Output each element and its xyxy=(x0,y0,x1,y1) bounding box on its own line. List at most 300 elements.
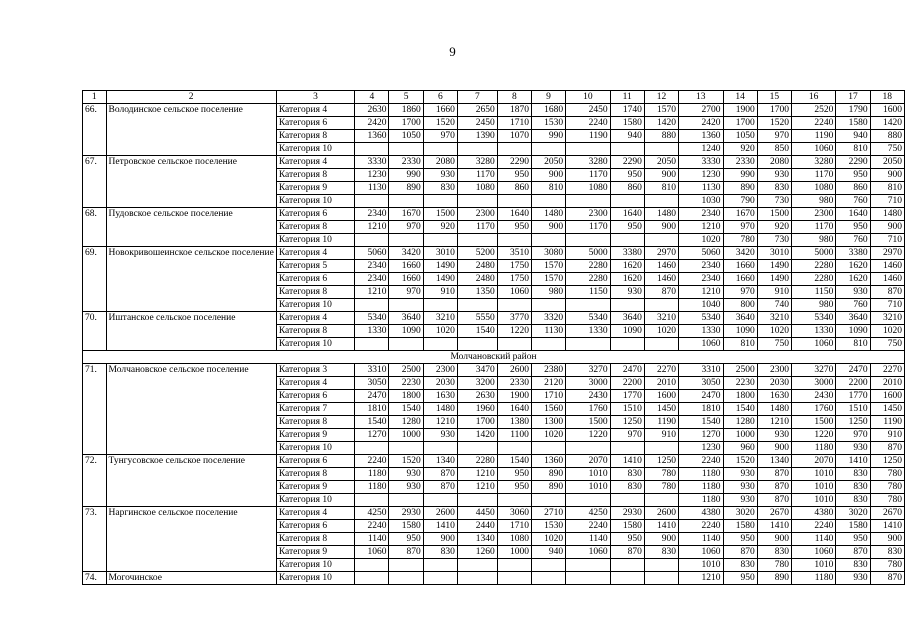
rate-cell: 3270 xyxy=(566,364,610,377)
rate-cell: 1150 xyxy=(566,286,610,299)
rate-cell: 830 xyxy=(723,559,757,572)
column-number-cell: 10 xyxy=(566,91,610,104)
rate-cell xyxy=(423,494,457,507)
rate-cell xyxy=(644,442,678,455)
rate-cell: 1580 xyxy=(610,117,644,130)
rate-cell: 2480 xyxy=(457,260,497,273)
rate-cell: 1700 xyxy=(723,117,757,130)
rate-cell: 1240 xyxy=(679,143,723,156)
rate-cell xyxy=(497,494,531,507)
rate-cell: 1540 xyxy=(355,416,389,429)
rate-cell: 1410 xyxy=(870,520,904,533)
category-label: Категория 8 xyxy=(276,286,354,299)
rate-cell: 3210 xyxy=(423,312,457,325)
rate-cell: 3050 xyxy=(355,377,389,390)
rate-cell xyxy=(423,338,457,351)
rate-cell: 860 xyxy=(497,182,531,195)
rate-cell xyxy=(566,559,610,572)
rate-cell: 1620 xyxy=(836,260,870,273)
rate-cell xyxy=(644,559,678,572)
settlement-name: Тунгусовское сельское поселение xyxy=(106,455,276,507)
rate-cell: 2450 xyxy=(457,117,497,130)
column-number-cell: 6 xyxy=(423,91,457,104)
rate-cell: 830 xyxy=(836,468,870,481)
rate-cell: 760 xyxy=(836,195,870,208)
rate-cell: 1810 xyxy=(679,403,723,416)
rate-cell: 3210 xyxy=(644,312,678,325)
rate-cell: 1490 xyxy=(757,260,791,273)
rate-cell: 900 xyxy=(870,533,904,546)
category-label: Категория 8 xyxy=(276,130,354,143)
rate-cell: 930 xyxy=(836,442,870,455)
rate-cell: 930 xyxy=(723,481,757,494)
rate-cell: 1180 xyxy=(679,494,723,507)
settlement-name: Наргинское сельское поселение xyxy=(106,507,276,572)
rate-cell: 1630 xyxy=(757,390,791,403)
rate-cell: 870 xyxy=(757,481,791,494)
rate-cell xyxy=(566,572,610,585)
rate-cell: 2970 xyxy=(870,247,904,260)
rate-cell: 1170 xyxy=(457,169,497,182)
rate-cell: 1900 xyxy=(497,390,531,403)
rate-cell: 1010 xyxy=(791,494,835,507)
rate-cell: 1700 xyxy=(757,104,791,117)
rate-cell: 1480 xyxy=(870,208,904,221)
rate-cell: 1680 xyxy=(531,104,565,117)
rate-cell: 2630 xyxy=(355,104,389,117)
rate-cell: 1870 xyxy=(497,104,531,117)
rate-cell: 3470 xyxy=(457,364,497,377)
rate-cell: 1140 xyxy=(791,533,835,546)
rate-cell: 1660 xyxy=(389,260,423,273)
rate-cell: 2080 xyxy=(757,156,791,169)
rate-cell: 900 xyxy=(870,169,904,182)
rate-cell: 2240 xyxy=(566,520,610,533)
rate-cell: 900 xyxy=(870,221,904,234)
rate-cell: 1480 xyxy=(531,208,565,221)
rate-cell: 3640 xyxy=(610,312,644,325)
rate-cell: 1210 xyxy=(355,286,389,299)
rate-cell xyxy=(531,559,565,572)
rate-cell xyxy=(531,143,565,156)
rate-cell xyxy=(389,143,423,156)
rate-cell: 2200 xyxy=(836,377,870,390)
rate-cell: 2340 xyxy=(679,208,723,221)
rate-cell: 3020 xyxy=(836,507,870,520)
rate-cell xyxy=(457,234,497,247)
category-label: Категория 10 xyxy=(276,299,354,312)
rate-cell: 950 xyxy=(497,169,531,182)
rate-cell: 1140 xyxy=(679,533,723,546)
rate-cell: 2930 xyxy=(389,507,423,520)
rate-cell: 830 xyxy=(610,468,644,481)
rate-cell: 2300 xyxy=(757,364,791,377)
rate-cell: 960 xyxy=(723,442,757,455)
rate-cell: 970 xyxy=(757,130,791,143)
rate-cell: 1630 xyxy=(423,390,457,403)
rate-cell: 920 xyxy=(423,221,457,234)
rate-cell: 2290 xyxy=(497,156,531,169)
rate-cell: 810 xyxy=(723,338,757,351)
rate-cell: 2670 xyxy=(757,507,791,520)
rate-cell: 1360 xyxy=(531,455,565,468)
rate-cell: 1020 xyxy=(757,325,791,338)
rate-cell: 1030 xyxy=(679,195,723,208)
rate-cell: 3320 xyxy=(531,312,565,325)
rate-cell: 1020 xyxy=(679,234,723,247)
rate-cell: 1230 xyxy=(355,169,389,182)
page-number: 9 xyxy=(449,44,456,59)
rate-cell: 1410 xyxy=(644,520,678,533)
rate-cell: 1390 xyxy=(457,130,497,143)
column-number-cell: 1 xyxy=(83,91,107,104)
category-label: Категория 4 xyxy=(276,312,354,325)
rate-cell: 810 xyxy=(836,143,870,156)
rate-cell: 1540 xyxy=(457,325,497,338)
rate-cell: 730 xyxy=(757,234,791,247)
entry-number: 73. xyxy=(83,507,107,572)
rate-cell: 1140 xyxy=(566,533,610,546)
rate-cell: 2050 xyxy=(870,156,904,169)
rate-cell: 950 xyxy=(836,169,870,182)
rate-cell: 2630 xyxy=(457,390,497,403)
rate-cell: 980 xyxy=(791,299,835,312)
rate-cell: 990 xyxy=(389,169,423,182)
rate-cell: 4450 xyxy=(457,507,497,520)
rate-cell: 1000 xyxy=(389,429,423,442)
rate-cell: 3020 xyxy=(723,507,757,520)
rate-cell: 1100 xyxy=(497,429,531,442)
rate-cell: 1660 xyxy=(389,273,423,286)
rate-cell xyxy=(644,494,678,507)
rate-cell: 950 xyxy=(497,221,531,234)
rate-cell: 2700 xyxy=(679,104,723,117)
district-heading: Молчановский район xyxy=(83,351,905,364)
rate-cell: 1150 xyxy=(791,286,835,299)
settlement-name: Пудовское сельское поселение xyxy=(106,208,276,247)
rate-cell: 3000 xyxy=(566,377,610,390)
rate-cell: 5340 xyxy=(679,312,723,325)
rate-cell: 1580 xyxy=(610,520,644,533)
rate-cell: 930 xyxy=(757,429,791,442)
rate-cell: 1270 xyxy=(355,429,389,442)
rate-cell: 2070 xyxy=(791,455,835,468)
rate-cell: 1640 xyxy=(610,208,644,221)
rate-cell: 3010 xyxy=(757,247,791,260)
rate-cell: 1340 xyxy=(457,533,497,546)
category-label: Категория 6 xyxy=(276,455,354,468)
rate-cell: 1540 xyxy=(679,416,723,429)
rate-cell: 1710 xyxy=(497,117,531,130)
rate-cell: 2270 xyxy=(870,364,904,377)
rate-cell: 1010 xyxy=(791,468,835,481)
rate-cell: 930 xyxy=(389,481,423,494)
rate-cell: 780 xyxy=(870,494,904,507)
rate-cell: 2300 xyxy=(457,208,497,221)
rate-cell xyxy=(355,494,389,507)
category-label: Категория 8 xyxy=(276,468,354,481)
rate-cell: 1060 xyxy=(497,286,531,299)
rate-cell: 2080 xyxy=(423,156,457,169)
rate-cell: 3330 xyxy=(679,156,723,169)
rate-cell: 710 xyxy=(870,195,904,208)
rate-cell xyxy=(389,572,423,585)
rate-cell: 1670 xyxy=(723,208,757,221)
rate-cell: 1580 xyxy=(389,520,423,533)
rate-cell: 1600 xyxy=(870,104,904,117)
rate-cell: 2340 xyxy=(679,260,723,273)
rate-cell xyxy=(610,338,644,351)
rate-cell: 930 xyxy=(723,494,757,507)
rate-cell: 1340 xyxy=(423,455,457,468)
rate-cell xyxy=(610,299,644,312)
rate-cell: 2430 xyxy=(566,390,610,403)
rate-cell xyxy=(566,299,610,312)
rate-cell: 1530 xyxy=(531,117,565,130)
rate-cell: 910 xyxy=(423,286,457,299)
rate-cell: 830 xyxy=(423,546,457,559)
rate-cell: 830 xyxy=(870,546,904,559)
column-number-cell: 5 xyxy=(389,91,423,104)
rate-cell xyxy=(457,338,497,351)
rate-cell: 1090 xyxy=(723,325,757,338)
rate-cell: 1180 xyxy=(679,468,723,481)
category-label: Категория 9 xyxy=(276,546,354,559)
rate-cell: 1060 xyxy=(679,338,723,351)
column-number-cell: 13 xyxy=(679,91,723,104)
category-label: Категория 4 xyxy=(276,377,354,390)
rate-cell xyxy=(389,494,423,507)
entry-number: 68. xyxy=(83,208,107,247)
table-row xyxy=(83,455,905,468)
rate-cell: 910 xyxy=(644,429,678,442)
rate-cell: 1080 xyxy=(791,182,835,195)
rate-cell xyxy=(566,442,610,455)
rate-cell: 1020 xyxy=(644,325,678,338)
rate-cell xyxy=(355,299,389,312)
rate-cell: 1620 xyxy=(610,273,644,286)
rate-cell xyxy=(531,195,565,208)
rate-cell: 980 xyxy=(531,286,565,299)
rate-cell: 940 xyxy=(531,546,565,559)
rate-cell: 2470 xyxy=(836,364,870,377)
rate-cell xyxy=(497,572,531,585)
rate-cell: 1600 xyxy=(870,390,904,403)
category-label: Категория 10 xyxy=(276,494,354,507)
rate-cell xyxy=(644,299,678,312)
rate-cell: 830 xyxy=(610,481,644,494)
rate-cell: 2470 xyxy=(610,364,644,377)
rate-cell: 3200 xyxy=(457,377,497,390)
rate-cell xyxy=(497,559,531,572)
category-label: Категория 6 xyxy=(276,390,354,403)
rate-cell: 1330 xyxy=(566,325,610,338)
rate-cell: 930 xyxy=(610,286,644,299)
rate-cell: 1420 xyxy=(644,117,678,130)
rate-cell: 930 xyxy=(423,169,457,182)
rate-cell: 900 xyxy=(423,533,457,546)
rate-cell: 1480 xyxy=(423,403,457,416)
rate-cell: 2240 xyxy=(355,455,389,468)
rate-cell: 1020 xyxy=(531,533,565,546)
rate-cell xyxy=(389,559,423,572)
rate-cell: 1500 xyxy=(757,208,791,221)
rate-cell xyxy=(457,299,497,312)
rate-cell xyxy=(389,299,423,312)
rate-cell: 810 xyxy=(870,182,904,195)
rate-cell: 1480 xyxy=(644,208,678,221)
column-number-cell: 9 xyxy=(531,91,565,104)
rate-cell: 1300 xyxy=(531,416,565,429)
rate-cell: 2050 xyxy=(644,156,678,169)
category-label: Категория 10 xyxy=(276,559,354,572)
rate-cell: 2050 xyxy=(531,156,565,169)
rate-cell: 780 xyxy=(870,468,904,481)
table-row xyxy=(83,247,905,260)
rate-cell: 1350 xyxy=(457,286,497,299)
rate-cell: 900 xyxy=(644,533,678,546)
rate-cell: 870 xyxy=(644,286,678,299)
rate-cell: 790 xyxy=(723,195,757,208)
rate-cell xyxy=(457,143,497,156)
rate-cell xyxy=(566,195,610,208)
rate-cell: 2440 xyxy=(457,520,497,533)
rate-cell: 750 xyxy=(870,338,904,351)
rate-cell xyxy=(457,442,497,455)
rate-cell: 2280 xyxy=(566,260,610,273)
rate-cell: 1540 xyxy=(497,455,531,468)
rate-cell: 1960 xyxy=(457,403,497,416)
rate-cell: 710 xyxy=(870,234,904,247)
rate-cell: 5200 xyxy=(457,247,497,260)
rate-cell: 2330 xyxy=(723,156,757,169)
column-number-cell: 16 xyxy=(791,91,835,104)
rate-cell xyxy=(355,234,389,247)
rate-cell: 830 xyxy=(644,546,678,559)
rate-cell: 1170 xyxy=(566,221,610,234)
rate-cell: 2030 xyxy=(757,377,791,390)
column-number-cell: 14 xyxy=(723,91,757,104)
rate-cell xyxy=(355,559,389,572)
rate-cell: 800 xyxy=(723,299,757,312)
entry-number: 74. xyxy=(83,572,107,585)
rate-cell: 3010 xyxy=(423,247,457,260)
category-label: Категория 4 xyxy=(276,247,354,260)
rate-cell xyxy=(355,143,389,156)
rate-cell: 1250 xyxy=(610,416,644,429)
rate-cell xyxy=(389,338,423,351)
entry-number: 69. xyxy=(83,247,107,312)
rate-cell: 1570 xyxy=(644,104,678,117)
rate-cell: 3640 xyxy=(723,312,757,325)
rate-cell xyxy=(389,234,423,247)
rate-cell xyxy=(531,338,565,351)
category-label: Категория 7 xyxy=(276,403,354,416)
rate-cell: 1060 xyxy=(566,546,610,559)
rate-cell: 730 xyxy=(757,195,791,208)
table-row xyxy=(83,364,905,377)
rate-cell: 2500 xyxy=(389,364,423,377)
rate-cell: 1500 xyxy=(566,416,610,429)
entry-number: 72. xyxy=(83,455,107,507)
rate-cell: 1500 xyxy=(791,416,835,429)
rate-cell: 1140 xyxy=(355,533,389,546)
category-label: Категория 6 xyxy=(276,208,354,221)
rate-cell: 950 xyxy=(610,221,644,234)
rate-cell: 1380 xyxy=(497,416,531,429)
rate-cell: 5000 xyxy=(566,247,610,260)
rate-cell: 1810 xyxy=(355,403,389,416)
rate-cell: 3280 xyxy=(791,156,835,169)
rate-cell: 1060 xyxy=(791,143,835,156)
rate-cell: 1700 xyxy=(389,117,423,130)
column-number-cell: 8 xyxy=(497,91,531,104)
rate-cell: 1640 xyxy=(497,208,531,221)
rate-cell: 780 xyxy=(644,481,678,494)
rate-cell: 870 xyxy=(870,572,904,585)
rate-cell: 1490 xyxy=(423,260,457,273)
rate-cell: 2280 xyxy=(457,455,497,468)
rate-cell: 1180 xyxy=(791,442,835,455)
table-row xyxy=(83,104,905,117)
rate-cell: 1770 xyxy=(610,390,644,403)
rate-cell xyxy=(423,143,457,156)
column-number-cell: 3 xyxy=(276,91,354,104)
rate-cell: 2430 xyxy=(791,390,835,403)
rate-cell: 1210 xyxy=(679,572,723,585)
table-row xyxy=(83,572,905,585)
column-number-cell: 12 xyxy=(644,91,678,104)
rate-cell: 980 xyxy=(791,195,835,208)
rate-cell: 1000 xyxy=(497,546,531,559)
rate-cell: 1660 xyxy=(423,104,457,117)
rate-cell xyxy=(423,195,457,208)
rate-cell xyxy=(497,143,531,156)
rate-cell: 810 xyxy=(644,182,678,195)
rate-cell: 1750 xyxy=(497,273,531,286)
rate-cell: 1180 xyxy=(355,481,389,494)
rate-cell: 2340 xyxy=(355,260,389,273)
rate-cell: 2240 xyxy=(791,520,835,533)
rate-cell: 900 xyxy=(531,169,565,182)
rate-cell: 1760 xyxy=(566,403,610,416)
rate-cell: 1170 xyxy=(791,169,835,182)
category-label: Категория 10 xyxy=(276,442,354,455)
rate-cell: 810 xyxy=(531,182,565,195)
rate-cell xyxy=(389,195,423,208)
rate-cell: 860 xyxy=(836,182,870,195)
rate-cell: 1170 xyxy=(457,221,497,234)
rate-cell: 1080 xyxy=(566,182,610,195)
entry-number: 70. xyxy=(83,312,107,351)
rate-cell: 2280 xyxy=(791,273,835,286)
rate-cell: 1510 xyxy=(610,403,644,416)
category-label: Категория 8 xyxy=(276,169,354,182)
entry-number: 71. xyxy=(83,364,107,455)
rate-cell: 5550 xyxy=(457,312,497,325)
rate-cell: 890 xyxy=(389,182,423,195)
rate-cell: 1330 xyxy=(679,325,723,338)
category-label: Категория 6 xyxy=(276,520,354,533)
rate-cell: 830 xyxy=(757,182,791,195)
rate-cell: 2470 xyxy=(679,390,723,403)
rate-cell: 3000 xyxy=(791,377,835,390)
rate-cell: 1080 xyxy=(497,533,531,546)
rate-cell: 950 xyxy=(497,468,531,481)
rate-cell: 870 xyxy=(423,468,457,481)
rate-cell: 3310 xyxy=(679,364,723,377)
rate-cell xyxy=(389,442,423,455)
